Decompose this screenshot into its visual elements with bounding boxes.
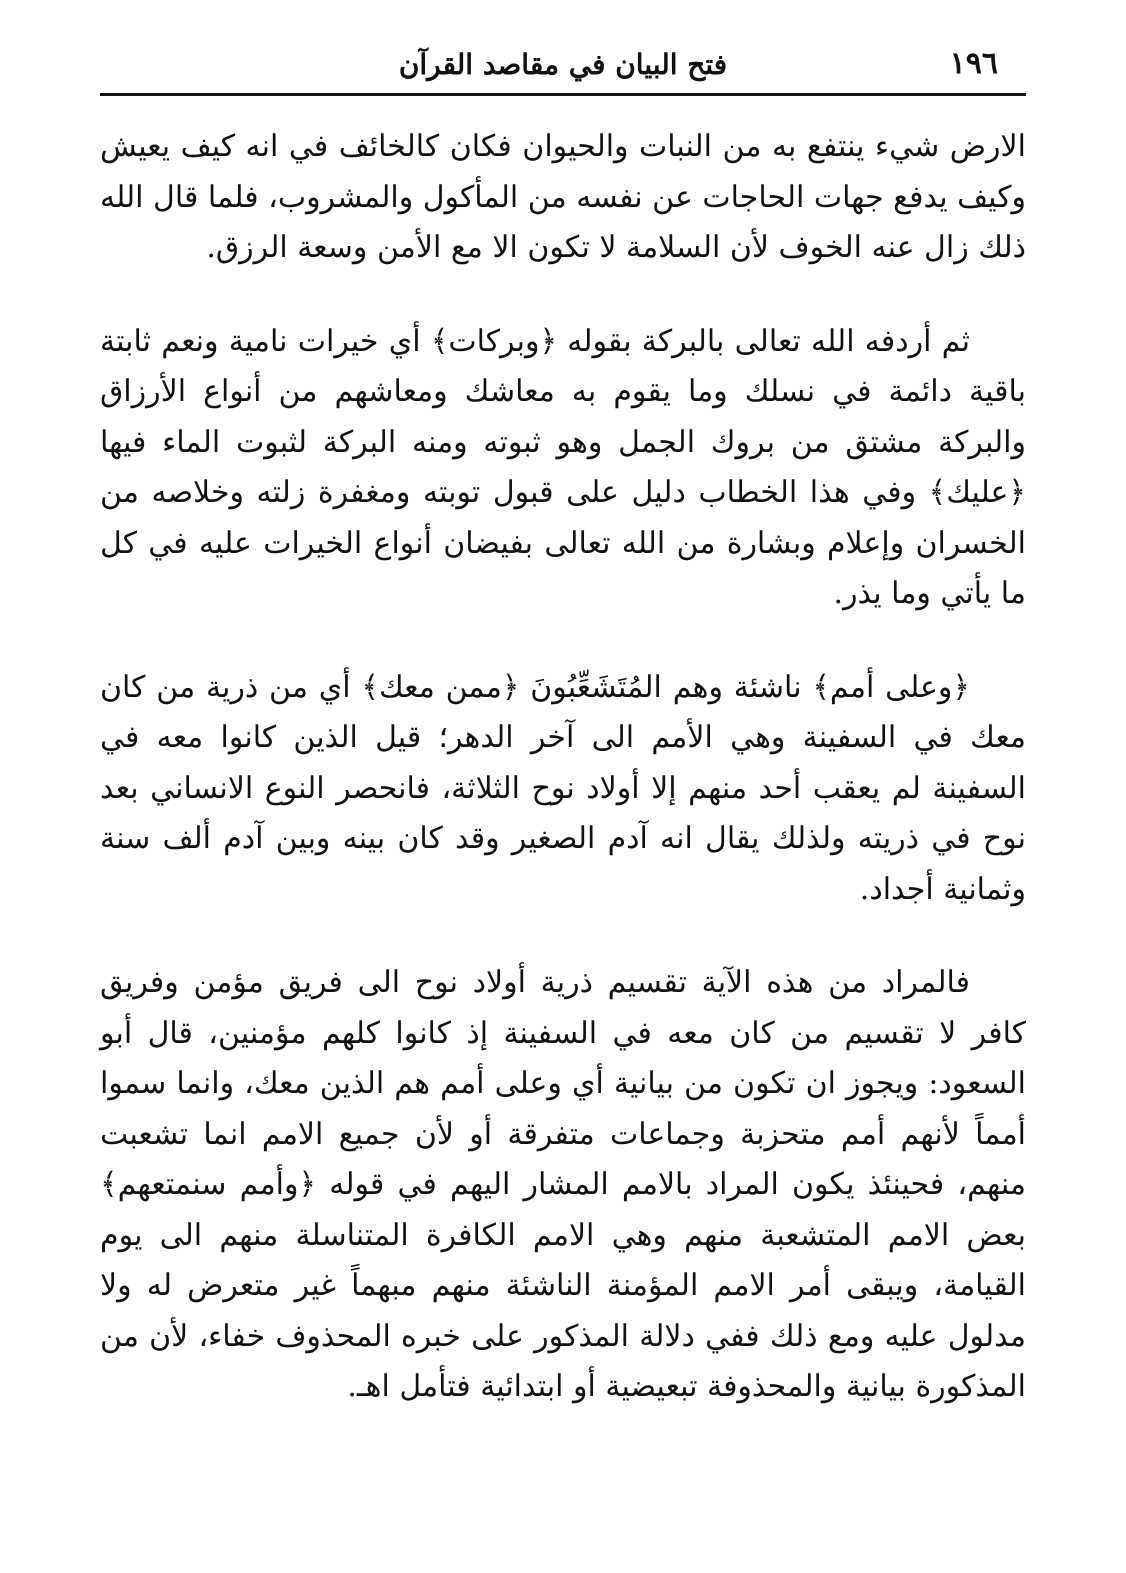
page-number: ١٩٦ <box>949 46 998 81</box>
paragraph-4: فالمراد من هذه الآية تقسيم ذرية أولاد نوح الى فريق مؤمن وفريق كافر لا تقسيم من كان معه في السفينة إذ كانوا كلهم مؤمنين، قال أبو السعود: ويجوز ان تكون من بيانية أي وعلى أمم هم الذين معك، وانما سموا أمماً لأنهم أمم متحزبة وجماعات متفرقة أو لأن جميع الامم انما تشعبت منهم، فحينئذ يكون المراد بالامم المشار اليهم في قوله ﴿وأمم سنمتعهم﴾ بعض الامم المتشعبة منهم وهي الامم الكافرة المتناسلة منهم الى يوم القيامة، ويبقى أمر الامم المؤمنة الناشئة منهم مبهماً غير متعرض له ولا مدلول عليه ومع ذلك ففي دلالة المذكور على خبره المحذوف خفاء، لأن من المذكورة بيانية والمحذوفة تبعيضية أو ابتدائية فتأمل اهـ. <box>100 965 1026 1404</box>
paragraph-3: ﴿وعلى أمم﴾ ناشئة وهم المُتَشَعِّبُونَ ﴿ممن معك﴾ أي من ذرية من كان معك في السفينة وهي الأمم الى آخر الدهر؛ قيل الذين كانوا معه في السفينة لم يعقب أحد منهم إلا أولاد نوح الثلاثة، فانحصر النوع الانساني بعد نوح في ذريته ولذلك يقال انه آدم الصغير وقد كان بينه وبين آدم ألف سنة وثمانية أجداد. <box>100 669 1026 907</box>
page-body <box>100 122 1026 1413</box>
paragraph-1: الارض شيء ينتفع به من النبات والحيوان فكان كالخائف في انه كيف يعيش وكيف يدفع جهات الحاجات عن نفسه من المأكول والمشروب، فلما قال الله ذلك زال عنه الخوف لأن السلامة لا تكون الا مع الأمن وسعة الرزق. <box>100 129 1026 265</box>
page-header <box>100 40 1026 96</box>
running-title: فتح البيان في مقاصد القرآن <box>398 48 728 81</box>
paragraph-2: ثم أردفه الله تعالى بالبركة بقوله ﴿وبركات﴾ أي خيرات نامية ونعم ثابتة باقية دائمة في نسلك وما يقوم به معاشك ومعاشهم من أنواع الأرزاق والبركة مشتق من بروك الجمل وهو ثبوته ومنه البركة لثبوت الماء فيها ﴿عليك﴾ وفي هذا الخطاب دليل على قبول توبته ومغفرة زلته وخلاصه من الخسران وإعلام وبشارة من الله تعالى بفيضان أنواع الخيرات عليه في كل ما يأتي وما يذر. <box>100 323 1026 611</box>
